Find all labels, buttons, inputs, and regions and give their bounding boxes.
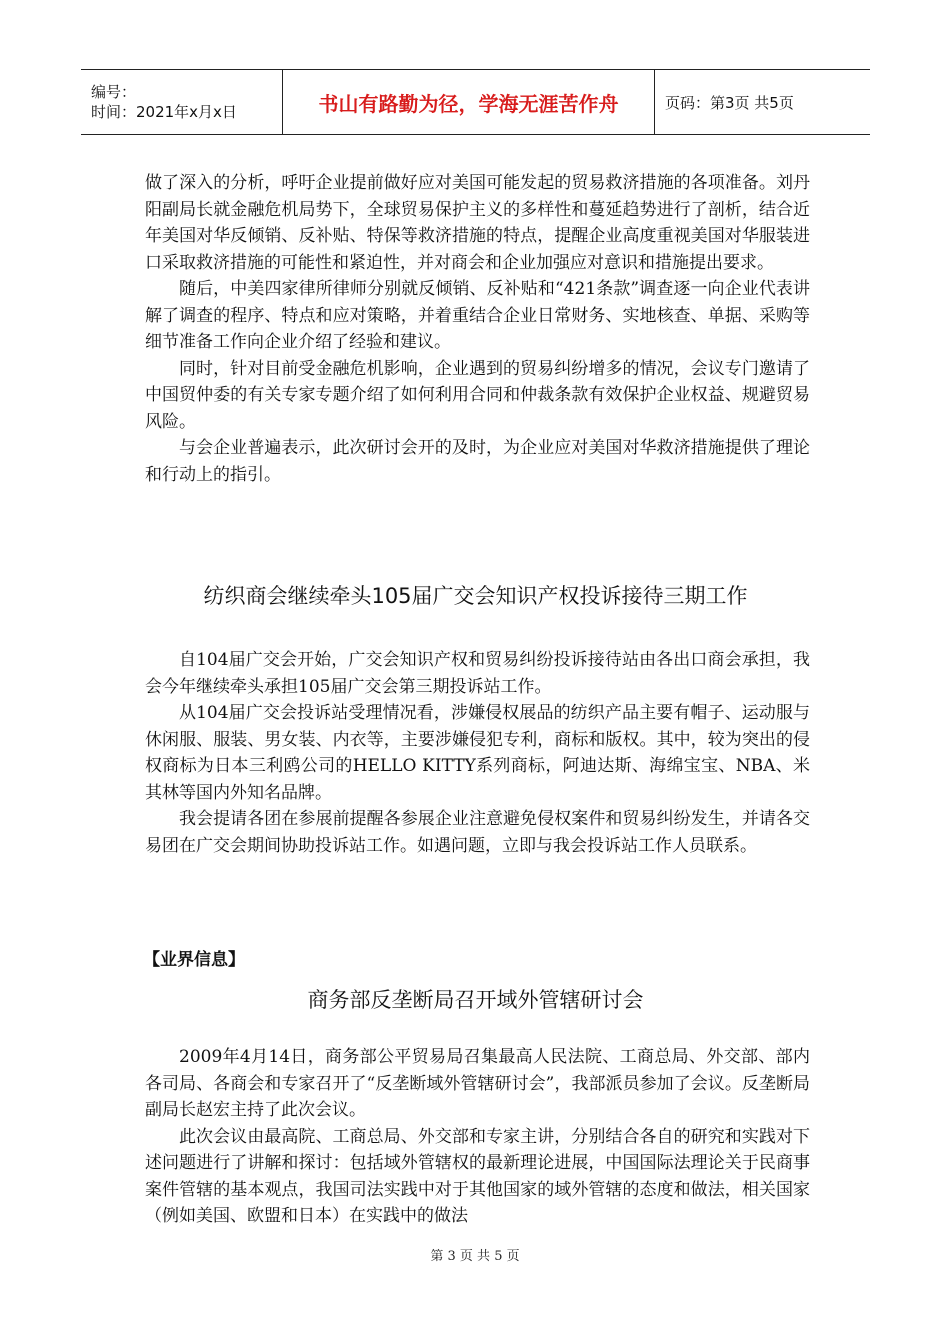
header-meta <box>81 70 283 134</box>
serial-label: 编号： <box>91 83 137 101</box>
page-footer: 第 3 页 共 5 页 <box>430 1249 520 1264</box>
paragraph: 2009年4月14日，商务部公平贸易局召集最高人民法院、工商总局、外交部、部内各司局、各商会和专家召开了“反垄断域外管辖研讨会”，我部派员参加了会议。反垄断局副局长赵宏主持了此次会议。 <box>145 1047 810 1120</box>
header-motto: 书山有路勤为径，学海无涯苦作舟 <box>283 70 655 134</box>
paragraph: 做了深入的分析，呼吁企业提前做好应对美国可能发起的贸易救济措施的各项准备。刘丹阳副局长就金融危机局势下，全球贸易保护主义的多样性和蔓延趋势进行了剖析，结合近年美国对华反倾销、反补贴、特保等救济措施的特点，提醒企业高度重视美国对华服装进口采取救济措施的可能性和紧迫性，并对商会和企业加强应对意识和措施提出要求。 <box>145 173 810 273</box>
time-label: 时间：2021年x月x日 <box>91 103 237 121</box>
section-tag: 【业界信息】 <box>143 950 245 970</box>
article-continuation <box>145 170 810 488</box>
paragraph: 同时，针对目前受金融危机影响，企业遇到的贸易纠纷增多的情况，会议专门邀请了中国贸仲委的有关专家专题介绍了如何利用合同和仲裁条款有效保护企业权益、规避贸易风险。 <box>145 358 810 432</box>
article-body <box>145 647 810 859</box>
header-page-info: 页码：第3页 共5页 <box>665 93 794 112</box>
page-header <box>81 69 870 135</box>
section-title: 纺织商会继续牵头105届广交会知识产权投诉接待三期工作 <box>203 584 748 608</box>
paragraph: 我会提请各团在参展前提醒各参展企业注意避免侵权案件和贸易纠纷发生，并请各交易团在广交会期间协助投诉站工作。如遇问题，立即与我会投诉站工作人员联系。 <box>145 809 810 856</box>
paragraph: 与会企业普遍表示，此次研讨会开的及时，为企业应对美国对华救济措施提供了理论和行动上的指引。 <box>145 438 810 485</box>
paragraph: 此次会议由最高院、工商总局、外交部和专家主讲，分别结合各自的研究和实践对下述问题进行了讲解和探讨：包括域外管辖权的最新理论进展，中国国际法理论关于民商事案件管辖的基本观点，我国司法实践中对于其他国家的域外管辖的态度和做法，相关国家（例如美国、欧盟和日本）在实践中的做法 <box>145 1126 810 1226</box>
paragraph: 自104届广交会开始，广交会知识产权和贸易纠纷投诉接待站由各出口商会承担，我会今年继续牵头承担105届广交会第三期投诉站工作。 <box>145 650 810 697</box>
section-title: 商务部反垄断局召开域外管辖研讨会 <box>307 988 644 1012</box>
paragraph: 随后，中美四家律所律师分别就反倾销、反补贴和“421条款”调查逐一向企业代表讲解了调查的程序、特点和应对策略，并着重结合企业日常财务、实地核查、单据、采购等细节准备工作向企业介绍了经验和建议。 <box>145 279 810 352</box>
article-body <box>145 1044 810 1230</box>
paragraph: 从104届广交会投诉站受理情况看，涉嫌侵权展品的纺织产品主要有帽子、运动服与休闲服、服装、男女装、内衣等，主要涉嫌侵犯专利，商标和版权。其中，较为突出的侵权商标为日本三利鸥公司的HELLO KITTY系列商标，阿迪达斯、海绵宝宝、NBA、米其林等国内外知名品牌。 <box>145 703 810 803</box>
